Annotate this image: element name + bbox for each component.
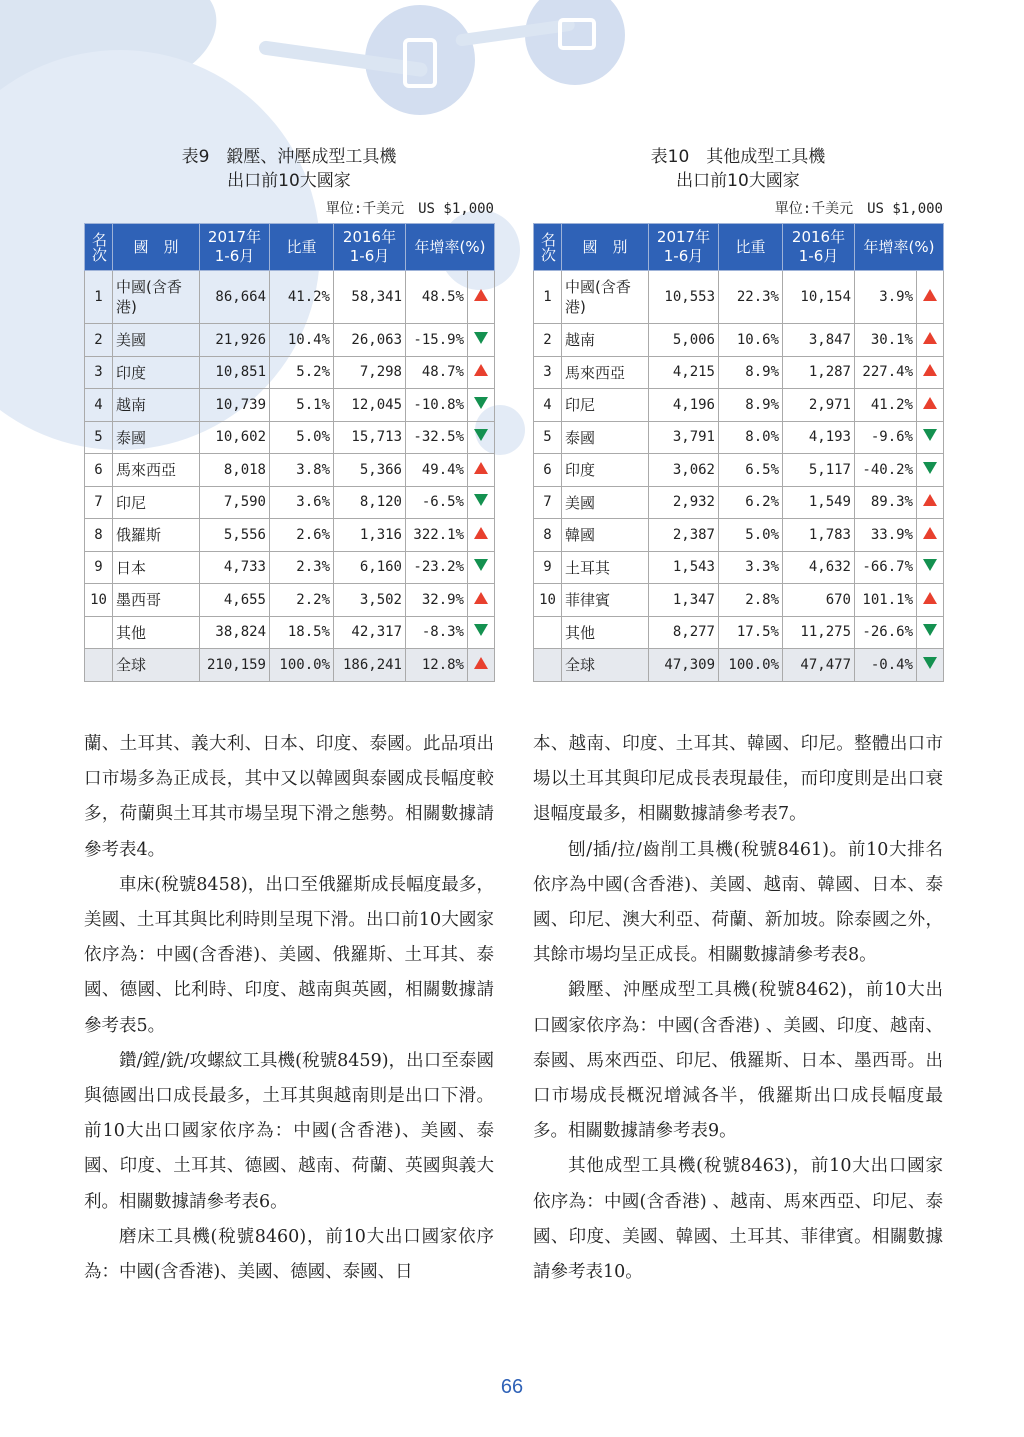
rank-cell: 9 <box>85 551 113 584</box>
country-cell: 美國 <box>562 486 649 519</box>
trend-arrow-cell <box>468 421 495 454</box>
share-cell: 5.2% <box>270 356 334 389</box>
table-row <box>85 389 495 422</box>
arrow-down-icon <box>923 657 937 669</box>
header-share: 比重 <box>719 224 783 271</box>
table-row <box>85 271 495 324</box>
share-cell: 2.2% <box>270 584 334 617</box>
trend-arrow-cell <box>917 519 944 552</box>
table-row <box>85 486 495 519</box>
country-cell: 馬來西亞 <box>113 454 200 487</box>
table-row <box>534 519 944 552</box>
value-2017-cell: 1,543 <box>649 551 719 584</box>
growth-cell: 41.2% <box>855 389 917 422</box>
table-row <box>85 649 495 682</box>
value-2017-cell: 8,277 <box>649 616 719 649</box>
country-cell: 印度 <box>562 454 649 487</box>
rank-cell <box>85 616 113 649</box>
table-row <box>534 324 944 357</box>
trend-arrow-cell <box>917 356 944 389</box>
value-2016-cell: 8,120 <box>334 486 406 519</box>
paragraph: 蘭、土耳其、義大利、日本、印度、泰國。此品項出口市場多為正成長，其中又以韓國與泰國成長幅度較多，荷蘭與土耳其市場呈現下滑之態勢。相關數據請參考表4。 <box>84 734 494 860</box>
value-2016-cell: 15,713 <box>334 421 406 454</box>
trend-arrow-cell <box>468 389 495 422</box>
value-2016-cell: 4,632 <box>783 551 855 584</box>
trend-arrow-cell <box>917 486 944 519</box>
value-2016-cell: 12,045 <box>334 389 406 422</box>
value-2016-cell: 4,193 <box>783 421 855 454</box>
trend-arrow-cell <box>468 356 495 389</box>
rank-cell: 10 <box>85 584 113 617</box>
rank-cell: 10 <box>534 584 562 617</box>
table10 <box>533 223 944 682</box>
value-2016-cell: 186,241 <box>334 649 406 682</box>
table9-unit: 單位:千美元 US $1,000 <box>325 201 494 217</box>
country-cell: 印尼 <box>562 389 649 422</box>
value-2017-cell: 5,006 <box>649 324 719 357</box>
country-cell: 全球 <box>113 649 200 682</box>
header-growth: 年增率(%) <box>406 224 495 271</box>
right-text-column <box>533 727 943 1290</box>
growth-cell: -8.3% <box>406 616 468 649</box>
growth-cell: -10.8% <box>406 389 468 422</box>
country-cell: 馬來西亞 <box>562 356 649 389</box>
value-2016-cell: 3,502 <box>334 584 406 617</box>
value-2017-cell: 2,387 <box>649 519 719 552</box>
share-cell: 2.8% <box>719 584 783 617</box>
header-rank: 名次 <box>85 224 113 271</box>
country-cell: 越南 <box>562 324 649 357</box>
table9-header-row <box>85 224 495 271</box>
arrow-down-icon <box>474 494 488 506</box>
share-cell: 3.3% <box>719 551 783 584</box>
country-cell: 中國(含香港) <box>562 271 649 324</box>
arrow-up-icon <box>923 494 937 506</box>
value-2017-cell: 86,664 <box>200 271 270 324</box>
table-row <box>85 324 495 357</box>
table10-unit: 單位:千美元 US $1,000 <box>774 201 943 217</box>
rank-cell: 6 <box>85 454 113 487</box>
growth-cell: -66.7% <box>855 551 917 584</box>
left-text-column <box>84 727 494 1290</box>
trend-arrow-cell <box>917 649 944 682</box>
header-2017: 2017年 1-6月 <box>200 224 270 271</box>
country-cell: 印尼 <box>113 486 200 519</box>
arrow-down-icon <box>923 559 937 571</box>
table10-block <box>533 145 943 682</box>
value-2017-cell: 10,553 <box>649 271 719 324</box>
paragraph: 其他成型工具機(稅號8463)，前10大出口國家依序為：中國(含香港) 、越南、馬來西亞、印尼、泰國、印度、美國、韓國、土耳其、菲律賓。相關數據請參考表10。 <box>533 1156 943 1283</box>
value-2016-cell: 1,287 <box>783 356 855 389</box>
country-cell: 泰國 <box>562 421 649 454</box>
arrow-up-icon <box>474 657 488 669</box>
header-2016: 2016年 1-6月 <box>334 224 406 271</box>
trend-arrow-cell <box>917 616 944 649</box>
value-2016-cell: 58,341 <box>334 271 406 324</box>
arrow-up-icon <box>923 527 937 539</box>
arrow-up-icon <box>474 592 488 604</box>
arrow-down-icon <box>474 332 488 344</box>
rank-cell: 9 <box>534 551 562 584</box>
table-row <box>534 584 944 617</box>
value-2017-cell: 21,926 <box>200 324 270 357</box>
trend-arrow-cell <box>468 324 495 357</box>
table-row <box>85 584 495 617</box>
rank-cell: 5 <box>85 421 113 454</box>
rank-cell <box>534 649 562 682</box>
arrow-down-icon <box>474 397 488 409</box>
arrow-up-icon <box>923 364 937 376</box>
share-cell: 8.0% <box>719 421 783 454</box>
arrow-down-icon <box>923 624 937 636</box>
share-cell: 6.5% <box>719 454 783 487</box>
value-2017-cell: 4,215 <box>649 356 719 389</box>
arrow-up-icon <box>474 462 488 474</box>
value-2016-cell: 1,783 <box>783 519 855 552</box>
header-2016: 2016年 1-6月 <box>783 224 855 271</box>
trend-arrow-cell <box>468 454 495 487</box>
growth-cell: 33.9% <box>855 519 917 552</box>
trend-arrow-cell <box>468 519 495 552</box>
value-2017-cell: 210,159 <box>200 649 270 682</box>
value-2017-cell: 4,733 <box>200 551 270 584</box>
growth-cell: -0.4% <box>855 649 917 682</box>
paragraph: 鑽/鏜/銑/攻螺紋工具機(稅號8459)，出口至泰國與德國出口成長最多，土耳其與越南則是出口下滑。前10大出口國家依序為：中國(含香港)、美國、泰國、印度、土耳其、德國、越南、荷蘭、英國與義大利。相關數據請參考表6。 <box>84 1050 494 1212</box>
header-2017: 2017年 1-6月 <box>649 224 719 271</box>
rank-cell: 4 <box>534 389 562 422</box>
rank-cell: 4 <box>85 389 113 422</box>
trend-arrow-cell <box>917 454 944 487</box>
value-2017-cell: 3,062 <box>649 454 719 487</box>
table-row <box>534 649 944 682</box>
share-cell: 3.8% <box>270 454 334 487</box>
trend-arrow-cell <box>468 616 495 649</box>
share-cell: 18.5% <box>270 616 334 649</box>
share-cell: 3.6% <box>270 486 334 519</box>
rank-cell: 2 <box>534 324 562 357</box>
trend-arrow-cell <box>468 584 495 617</box>
value-2016-cell: 1,549 <box>783 486 855 519</box>
paragraph: 本、越南、印度、土耳其、韓國、印尼。整體出口市場以土耳其與印尼成長表現最佳，而印度則是出口衰退幅度最多，相關數據請參考表7。 <box>533 734 943 825</box>
table9-title-line1: 表9 鍛壓、沖壓成型工具機 <box>181 147 397 167</box>
trend-arrow-cell <box>917 389 944 422</box>
paragraph: 刨/插/拉/齒削工具機(稅號8461)。前10大排名依序為中國(含香港)、美國、越南、韓國、日本、泰國、印尼、澳大利亞、荷蘭、新加坡。除泰國之外，其餘市場均呈正成長。相關數據請參考表8。 <box>533 839 943 966</box>
growth-cell: 32.9% <box>406 584 468 617</box>
country-cell: 印度 <box>113 356 200 389</box>
country-cell: 土耳其 <box>562 551 649 584</box>
value-2016-cell: 5,366 <box>334 454 406 487</box>
share-cell: 5.1% <box>270 389 334 422</box>
table10-header-row <box>534 224 944 271</box>
paragraph: 鍛壓、沖壓成型工具機(稅號8462)，前10大出口國家依序為：中國(含香港) 、美國、印度、越南、泰國、馬來西亞、印尼、俄羅斯、日本、墨西哥。出口市場成長概況增減各半，俄羅斯出口成長幅度最多。相關數據請參考表9。 <box>533 980 943 1142</box>
rank-cell: 1 <box>85 271 113 324</box>
share-cell: 2.6% <box>270 519 334 552</box>
rank-cell: 2 <box>85 324 113 357</box>
header-country: 國 別 <box>562 224 649 271</box>
arrow-up-icon <box>474 364 488 376</box>
country-cell: 中國(含香港) <box>113 271 200 324</box>
growth-cell: -32.5% <box>406 421 468 454</box>
value-2016-cell: 3,847 <box>783 324 855 357</box>
value-2016-cell: 42,317 <box>334 616 406 649</box>
rank-cell <box>85 649 113 682</box>
table-row <box>534 486 944 519</box>
growth-cell: 3.9% <box>855 271 917 324</box>
country-cell: 泰國 <box>113 421 200 454</box>
value-2017-cell: 4,655 <box>200 584 270 617</box>
growth-cell: 89.3% <box>855 486 917 519</box>
share-cell: 41.2% <box>270 271 334 324</box>
growth-cell: -15.9% <box>406 324 468 357</box>
rank-cell: 5 <box>534 421 562 454</box>
rank-cell: 8 <box>85 519 113 552</box>
share-cell: 5.0% <box>719 519 783 552</box>
value-2017-cell: 10,739 <box>200 389 270 422</box>
table9 <box>84 223 495 682</box>
table-row <box>534 389 944 422</box>
growth-cell: 48.5% <box>406 271 468 324</box>
table-row <box>534 551 944 584</box>
country-cell: 越南 <box>113 389 200 422</box>
paragraph: 磨床工具機(稅號8460)，前10大出口國家依序為：中國(含香港)、美國、德國、泰國、日 <box>84 1226 494 1283</box>
table-row <box>534 421 944 454</box>
value-2017-cell: 1,347 <box>649 584 719 617</box>
growth-cell: -6.5% <box>406 486 468 519</box>
arrow-down-icon <box>474 624 488 636</box>
value-2016-cell: 6,160 <box>334 551 406 584</box>
value-2016-cell: 670 <box>783 584 855 617</box>
share-cell: 6.2% <box>719 486 783 519</box>
trend-arrow-cell <box>917 324 944 357</box>
rank-cell: 3 <box>85 356 113 389</box>
country-cell: 日本 <box>113 551 200 584</box>
value-2016-cell: 1,316 <box>334 519 406 552</box>
arrow-up-icon <box>474 289 488 301</box>
table-row <box>534 356 944 389</box>
growth-cell: -40.2% <box>855 454 917 487</box>
value-2016-cell: 26,063 <box>334 324 406 357</box>
value-2017-cell: 10,851 <box>200 356 270 389</box>
table-row <box>85 616 495 649</box>
trend-arrow-cell <box>468 649 495 682</box>
value-2017-cell: 8,018 <box>200 454 270 487</box>
country-cell: 俄羅斯 <box>113 519 200 552</box>
value-2016-cell: 5,117 <box>783 454 855 487</box>
value-2017-cell: 10,602 <box>200 421 270 454</box>
table-row <box>85 356 495 389</box>
value-2017-cell: 47,309 <box>649 649 719 682</box>
value-2017-cell: 5,556 <box>200 519 270 552</box>
header-country: 國 別 <box>113 224 200 271</box>
table10-title-line1: 表10 其他成型工具機 <box>650 147 826 167</box>
value-2016-cell: 11,275 <box>783 616 855 649</box>
share-cell: 100.0% <box>270 649 334 682</box>
value-2016-cell: 10,154 <box>783 271 855 324</box>
value-2017-cell: 38,824 <box>200 616 270 649</box>
trend-arrow-cell <box>917 421 944 454</box>
trend-arrow-cell <box>917 584 944 617</box>
table9-title <box>84 145 494 193</box>
table9-block <box>84 145 494 682</box>
country-cell: 其他 <box>113 616 200 649</box>
table-row <box>85 551 495 584</box>
table10-title-line2: 出口前10大國家 <box>676 171 800 191</box>
arrow-down-icon <box>923 462 937 474</box>
arrow-up-icon <box>923 397 937 409</box>
arrow-up-icon <box>474 527 488 539</box>
growth-cell: -26.6% <box>855 616 917 649</box>
country-cell: 美國 <box>113 324 200 357</box>
arrow-up-icon <box>923 332 937 344</box>
table-row <box>534 616 944 649</box>
growth-cell: 322.1% <box>406 519 468 552</box>
trend-arrow-cell <box>917 271 944 324</box>
country-cell: 墨西哥 <box>113 584 200 617</box>
growth-cell: 227.4% <box>855 356 917 389</box>
arrow-up-icon <box>923 592 937 604</box>
value-2016-cell: 2,971 <box>783 389 855 422</box>
table-row <box>85 454 495 487</box>
rank-cell: 7 <box>534 486 562 519</box>
rank-cell: 3 <box>534 356 562 389</box>
value-2016-cell: 7,298 <box>334 356 406 389</box>
header-share: 比重 <box>270 224 334 271</box>
arrow-down-icon <box>474 559 488 571</box>
share-cell: 10.4% <box>270 324 334 357</box>
trend-arrow-cell <box>917 551 944 584</box>
table-row <box>85 421 495 454</box>
growth-cell: -9.6% <box>855 421 917 454</box>
rank-cell: 6 <box>534 454 562 487</box>
arrow-down-icon <box>923 429 937 441</box>
country-cell: 全球 <box>562 649 649 682</box>
trend-arrow-cell <box>468 551 495 584</box>
rank-cell: 7 <box>85 486 113 519</box>
share-cell: 100.0% <box>719 649 783 682</box>
rank-cell: 1 <box>534 271 562 324</box>
share-cell: 22.3% <box>719 271 783 324</box>
value-2017-cell: 3,791 <box>649 421 719 454</box>
page-number: 66 <box>500 1376 524 1398</box>
table-row <box>85 519 495 552</box>
growth-cell: 49.4% <box>406 454 468 487</box>
growth-cell: 30.1% <box>855 324 917 357</box>
header-growth: 年增率(%) <box>855 224 944 271</box>
share-cell: 10.6% <box>719 324 783 357</box>
rank-cell <box>534 616 562 649</box>
country-cell: 菲律賓 <box>562 584 649 617</box>
value-2017-cell: 4,196 <box>649 389 719 422</box>
value-2017-cell: 2,932 <box>649 486 719 519</box>
table9-title-line2: 出口前10大國家 <box>227 171 351 191</box>
share-cell: 8.9% <box>719 356 783 389</box>
trend-arrow-cell <box>468 486 495 519</box>
table-row <box>534 271 944 324</box>
share-cell: 5.0% <box>270 421 334 454</box>
growth-cell: 12.8% <box>406 649 468 682</box>
paragraph: 車床(稅號8458)，出口至俄羅斯成長幅度最多，美國、土耳其與比利時則呈現下滑。出口前10大國家依序為：中國(含香港)、美國、俄羅斯、土耳其、泰國、德國、比利時、印度、越南與英國，相關數據請參考表5。 <box>84 874 494 1036</box>
arrow-down-icon <box>474 429 488 441</box>
rank-cell: 8 <box>534 519 562 552</box>
table-row <box>534 454 944 487</box>
share-cell: 17.5% <box>719 616 783 649</box>
share-cell: 2.3% <box>270 551 334 584</box>
share-cell: 8.9% <box>719 389 783 422</box>
value-2016-cell: 47,477 <box>783 649 855 682</box>
growth-cell: -23.2% <box>406 551 468 584</box>
arrow-up-icon <box>923 289 937 301</box>
trend-arrow-cell <box>468 271 495 324</box>
country-cell: 其他 <box>562 616 649 649</box>
growth-cell: 101.1% <box>855 584 917 617</box>
value-2017-cell: 7,590 <box>200 486 270 519</box>
growth-cell: 48.7% <box>406 356 468 389</box>
table10-title <box>533 145 943 193</box>
header-rank: 名次 <box>534 224 562 271</box>
country-cell: 韓國 <box>562 519 649 552</box>
